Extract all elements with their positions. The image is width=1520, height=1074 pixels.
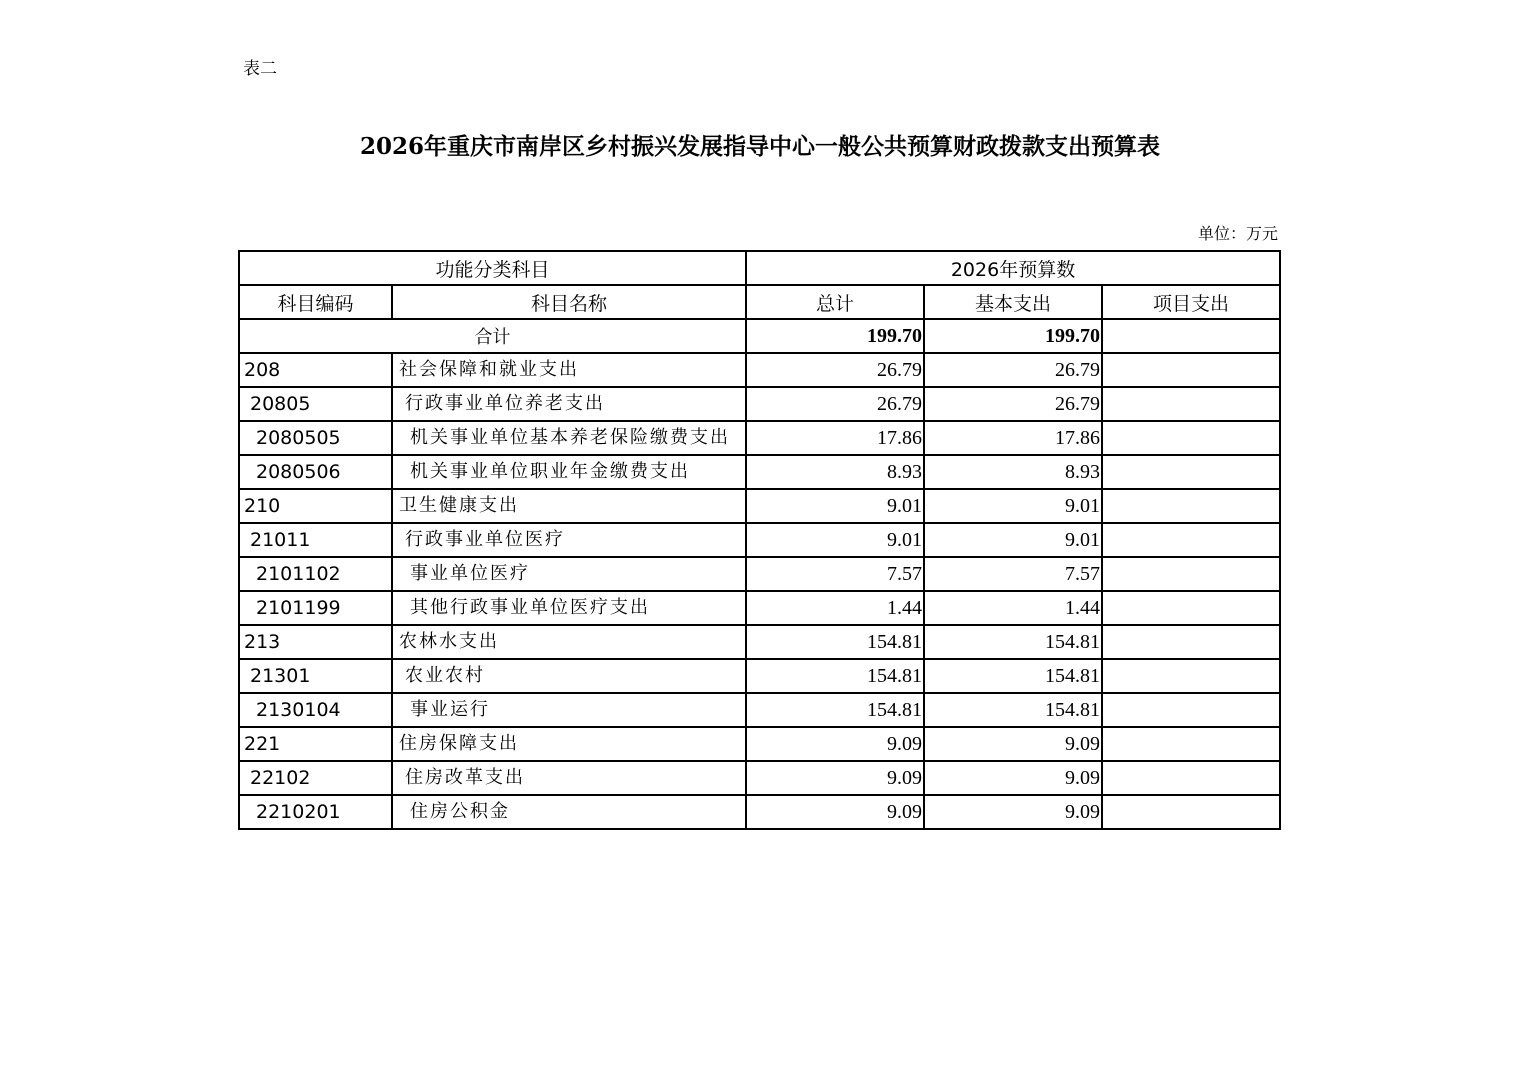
header-row-group [239, 251, 1280, 285]
row-total: 9.09 [746, 761, 924, 795]
row-code: 208 [239, 353, 392, 387]
table-row [239, 353, 1280, 387]
row-name: 机关事业单位职业年金缴费支出 [392, 455, 746, 489]
table-row [239, 727, 1280, 761]
row-name: 卫生健康支出 [392, 489, 746, 523]
row-code: 2080505 [239, 421, 392, 455]
row-total: 9.09 [746, 727, 924, 761]
row-code: 213 [239, 625, 392, 659]
row-total: 154.81 [746, 693, 924, 727]
table-row [239, 489, 1280, 523]
row-code: 221 [239, 727, 392, 761]
row-name: 农业农村 [392, 659, 746, 693]
row-name: 事业运行 [392, 693, 746, 727]
row-code: 21011 [239, 523, 392, 557]
row-code: 20805 [239, 387, 392, 421]
table-row [239, 761, 1280, 795]
header-name: 科目名称 [392, 285, 746, 319]
table-row [239, 523, 1280, 557]
row-basic: 26.79 [924, 387, 1102, 421]
row-name: 住房公积金 [392, 795, 746, 829]
row-name: 事业单位医疗 [392, 557, 746, 591]
row-project [1102, 795, 1280, 829]
unit-label: 单位：万元 [1197, 224, 1278, 243]
row-name: 住房保障支出 [392, 727, 746, 761]
row-name: 社会保障和就业支出 [392, 353, 746, 387]
row-total: 154.81 [746, 625, 924, 659]
table-label: 表二 [243, 59, 277, 79]
row-project [1102, 455, 1280, 489]
row-code: 2080506 [239, 455, 392, 489]
row-basic: 9.09 [924, 727, 1102, 761]
total-row [239, 319, 1280, 353]
row-project [1102, 625, 1280, 659]
row-basic: 7.57 [924, 557, 1102, 591]
row-basic: 1.44 [924, 591, 1102, 625]
row-total: 8.93 [746, 455, 924, 489]
total-row-project [1102, 319, 1280, 353]
row-total: 26.79 [746, 353, 924, 387]
table-row [239, 625, 1280, 659]
row-name: 农林水支出 [392, 625, 746, 659]
page-title: 2026年重庆市南岸区乡村振兴发展指导中心一般公共预算财政拨款支出预算表 [359, 133, 1160, 160]
row-total: 9.01 [746, 489, 924, 523]
row-project [1102, 557, 1280, 591]
row-total: 9.09 [746, 795, 924, 829]
row-basic: 154.81 [924, 693, 1102, 727]
row-total: 154.81 [746, 659, 924, 693]
row-name: 机关事业单位基本养老保险缴费支出 [392, 421, 746, 455]
row-code: 2210201 [239, 795, 392, 829]
row-project [1102, 727, 1280, 761]
row-basic: 9.01 [924, 489, 1102, 523]
table-row [239, 591, 1280, 625]
row-basic: 9.01 [924, 523, 1102, 557]
row-code: 2130104 [239, 693, 392, 727]
row-code: 22102 [239, 761, 392, 795]
row-project [1102, 659, 1280, 693]
row-code: 210 [239, 489, 392, 523]
row-total: 7.57 [746, 557, 924, 591]
row-project [1102, 387, 1280, 421]
total-row-total: 199.70 [746, 319, 924, 353]
row-basic: 154.81 [924, 625, 1102, 659]
row-code: 21301 [239, 659, 392, 693]
header-code: 科目编码 [239, 285, 392, 319]
table-row [239, 421, 1280, 455]
row-name: 行政事业单位养老支出 [392, 387, 746, 421]
row-project [1102, 489, 1280, 523]
table-row [239, 795, 1280, 829]
row-project [1102, 523, 1280, 557]
row-total: 26.79 [746, 387, 924, 421]
row-project [1102, 421, 1280, 455]
budget-table [238, 250, 1281, 830]
table-row [239, 693, 1280, 727]
row-name: 其他行政事业单位医疗支出 [392, 591, 746, 625]
row-basic: 9.09 [924, 795, 1102, 829]
row-total: 9.01 [746, 523, 924, 557]
row-basic: 26.79 [924, 353, 1102, 387]
header-budget-group: 2026年预算数 [746, 251, 1280, 285]
table-row [239, 387, 1280, 421]
header-row-columns [239, 285, 1280, 319]
row-name: 住房改革支出 [392, 761, 746, 795]
row-basic: 17.86 [924, 421, 1102, 455]
header-basic: 基本支出 [924, 285, 1102, 319]
header-total: 总计 [746, 285, 924, 319]
table-row [239, 659, 1280, 693]
row-total: 17.86 [746, 421, 924, 455]
total-row-basic: 199.70 [924, 319, 1102, 353]
header-project: 项目支出 [1102, 285, 1280, 319]
row-project [1102, 761, 1280, 795]
row-code: 2101102 [239, 557, 392, 591]
row-code: 2101199 [239, 591, 392, 625]
row-project [1102, 353, 1280, 387]
row-basic: 154.81 [924, 659, 1102, 693]
row-total: 1.44 [746, 591, 924, 625]
table-row [239, 557, 1280, 591]
row-project [1102, 591, 1280, 625]
row-basic: 9.09 [924, 761, 1102, 795]
row-name: 行政事业单位医疗 [392, 523, 746, 557]
header-function-group: 功能分类科目 [239, 251, 746, 285]
row-basic: 8.93 [924, 455, 1102, 489]
total-row-label: 合计 [239, 319, 746, 353]
table-row [239, 455, 1280, 489]
row-project [1102, 693, 1280, 727]
